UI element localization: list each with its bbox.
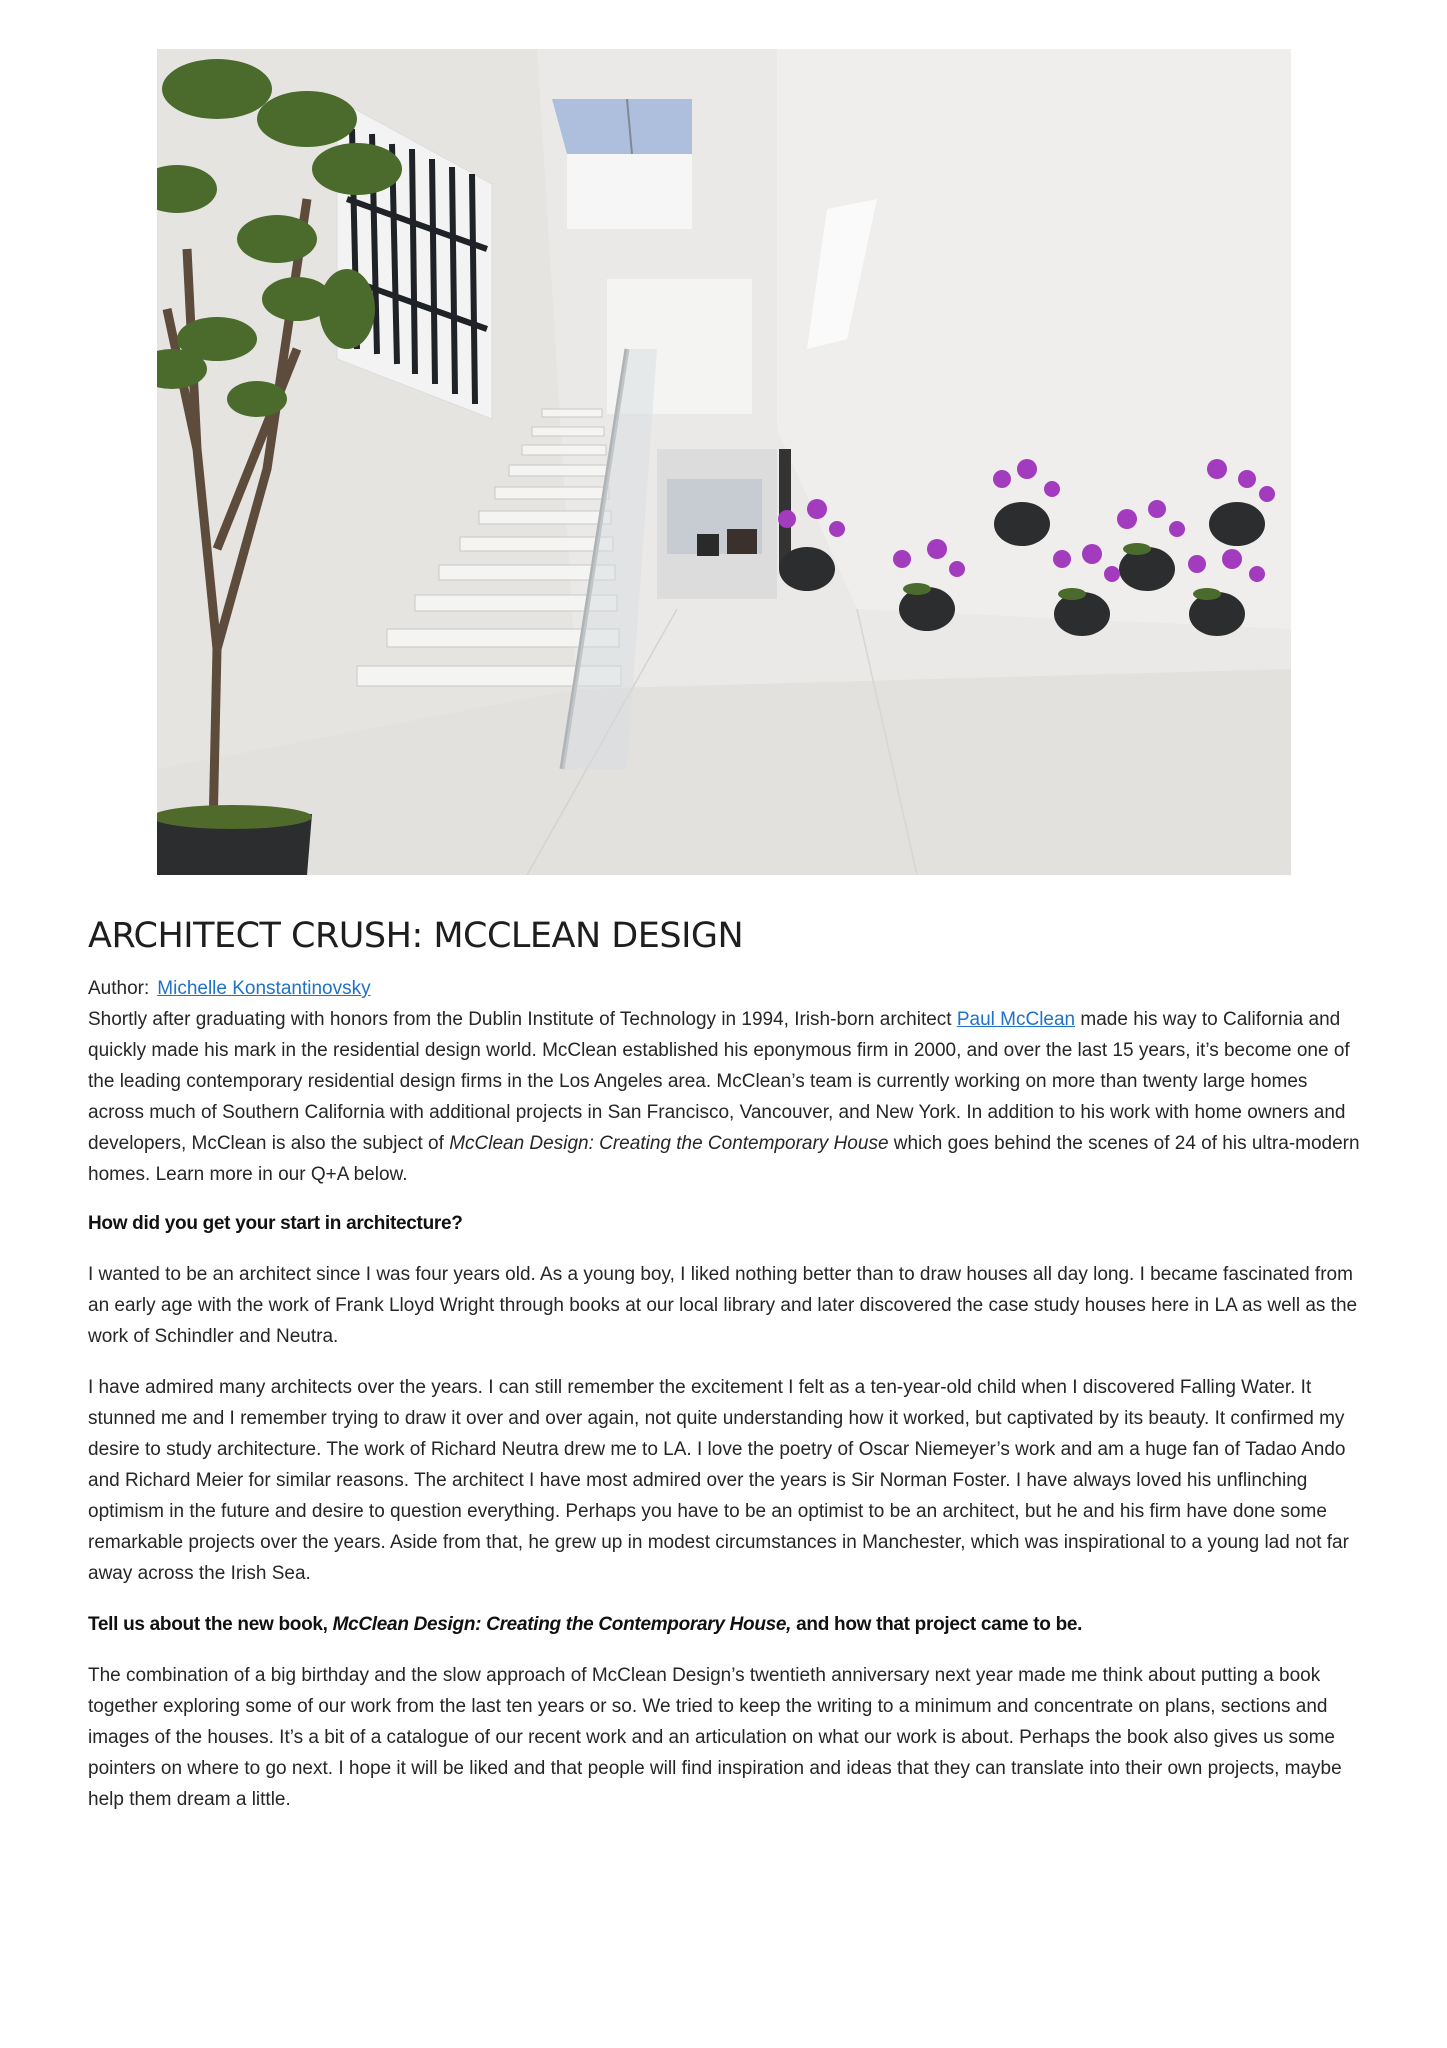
wall-art-frame — [779, 449, 791, 569]
lounge-chair — [697, 534, 719, 556]
answer-1-paragraph-2: I have admired many architects over the years. I can still remember the excitement I felt as a ten-year-old child when I discovered Falling Water. It stunned me and I remember trying to draw it over and over again, not quite understanding how it worked, but captivated by its beauty. It confirmed my desire to study architecture. The work of Richard Neutra drew me to LA. I love the poetry of Oscar Niemeyer’s work and am a huge fan of Tadao Ando and Richard Meier for similar reasons. The architect I have most admired over the years is Sir Norman Foster. I have always loved his unflinching optimism in the future and desire to question everything. Perhaps you have to be an optimist to be an architect, but he and his firm have done some remarkable projects over the years. Aside from that, he grew up in modest circumstances in Manchester, which was inspirational to a young lad not far away across the Irish Sea. — [88, 1377, 1349, 1584]
author-link[interactable]: Michelle Konstantinovsky — [157, 978, 371, 999]
article — [88, 914, 1368, 1835]
answer-2: The combination of a big birthday and the slow approach of McClean Design’s twentieth anniversary next year made me think about putting a book together exploring some of our work from the last ten years or so. We tried to keep the writing to a minimum and concentrate on plans, sections and images of the houses. It’s a bit of a catalogue of our recent work and an articulation on what our work is about. Perhaps the book also gives us some pointers on where to go next. I hope it will be liked and that people will find inspiration and ideas that they can translate into their own projects, maybe help them dream a little. — [88, 1665, 1342, 1810]
skylight-shaft — [567, 154, 692, 229]
question-text: Tell us about the new book, — [88, 1614, 333, 1635]
architect-link[interactable]: Paul McClean — [956, 1009, 1076, 1030]
hero-photo — [157, 49, 1291, 875]
author-line — [88, 974, 1368, 1004]
interior-illustration — [157, 49, 1291, 875]
article-title: ARCHITECT CRUSH: MCCLEAN DESIGN — [88, 916, 744, 956]
author-label: Author: — [88, 978, 150, 999]
skylight — [552, 99, 692, 154]
intro-paragraph — [88, 1004, 1368, 1190]
sofa — [727, 529, 757, 554]
intro-text: which goes behind the scenes of 24 of his ultra-modern homes. Learn more in our Q+A below. — [88, 1133, 1360, 1185]
question-2 — [88, 1609, 1368, 1640]
intro-text: Shortly after graduating with honors from the Dublin Institute of Technology in 1994, Irish-born architect — [88, 1009, 957, 1030]
book-title: McClean Design: Creating the Contemporary House, — [332, 1614, 792, 1635]
moss — [157, 805, 312, 829]
answer-1-paragraph-1: I wanted to be an architect since I was four years old. As a young boy, I liked nothing better than to draw houses all day long. I became fascinated from an early age with the work of Frank Lloyd Wright through books at our local library and later discovered the case study houses here in LA as well as the work of Schindler and Neutra. — [88, 1264, 1358, 1347]
question-1: How did you get your start in architecture? — [88, 1213, 463, 1234]
book-title: McClean Design: Creating the Contemporary House — [449, 1133, 889, 1154]
question-text: and how that project came to be. — [791, 1614, 1083, 1635]
intro-text: made his way to California and quickly made his mark in the residential design world. McClean established his eponymous firm in 2000, and over the last 15 years, it’s become one of the leading contemporary residential design firms in the Los Angeles area. McClean’s team is currently working on more than twenty large homes across much of Southern California with additional projects in San Francisco, Vancouver, and New York. In addition to his work with home owners and developers, McClean is also the subject of — [88, 1009, 1350, 1154]
